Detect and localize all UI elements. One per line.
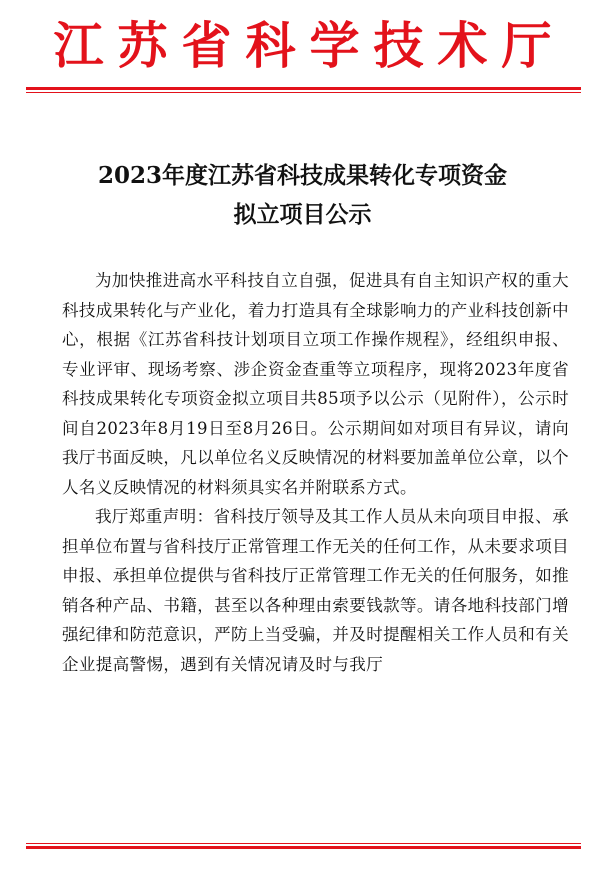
document-title — [0, 156, 605, 234]
agency-masthead: 江苏省科学技术厅 — [53, 16, 566, 75]
body-paragraph-2: 我厅郑重声明：省科技厅领导及其工作人员从未向项目申报、承担单位布置与省科技厅正常管理工作无关的任何工作，从未要求项目申报、承担单位提供与省科技厅正常管理工作无关的任何服务，如推销各种产品、书籍，甚至以各种理由索要钱款等。请各地科技部门增强纪律和防范意识，严防上当受骗，并及时提醒相关工作人员和有关企业提高警惕，遇到有关情况请及时与我厅 — [62, 507, 569, 674]
document-body — [62, 266, 569, 679]
document-title-line-2: 拟立项目公示 — [233, 201, 372, 228]
masthead-rule-thick — [26, 87, 581, 90]
document-title-line-1: 2023年度江苏省科技成果转化专项资金 — [97, 162, 507, 189]
body-paragraph-1: 为加快推进高水平科技自立自强，促进具有自主知识产权的重大科技成果转化与产业化，着力打造具有全球影响力的产业科技创新中心，根据《江苏省科技计划项目立项工作操作规程》，经组织申报、专业评审、现场考察、涉企资金查重等立项程序，现将2023年度省科技成果转化专项资金拟立项目共85项予以公示（见附件），公示时间自2023年8月19日至8月26日。公示期间如对项目有异议，请向我厅书面反映，凡以单位名义反映情况的材料要加盖单位公章，以个人名义反映情况的材料须具实名并附联系方式。 — [62, 271, 569, 497]
masthead-rule-thin — [26, 92, 581, 93]
footer-rule-thin — [26, 843, 581, 844]
footer-rule-thick — [26, 846, 581, 849]
